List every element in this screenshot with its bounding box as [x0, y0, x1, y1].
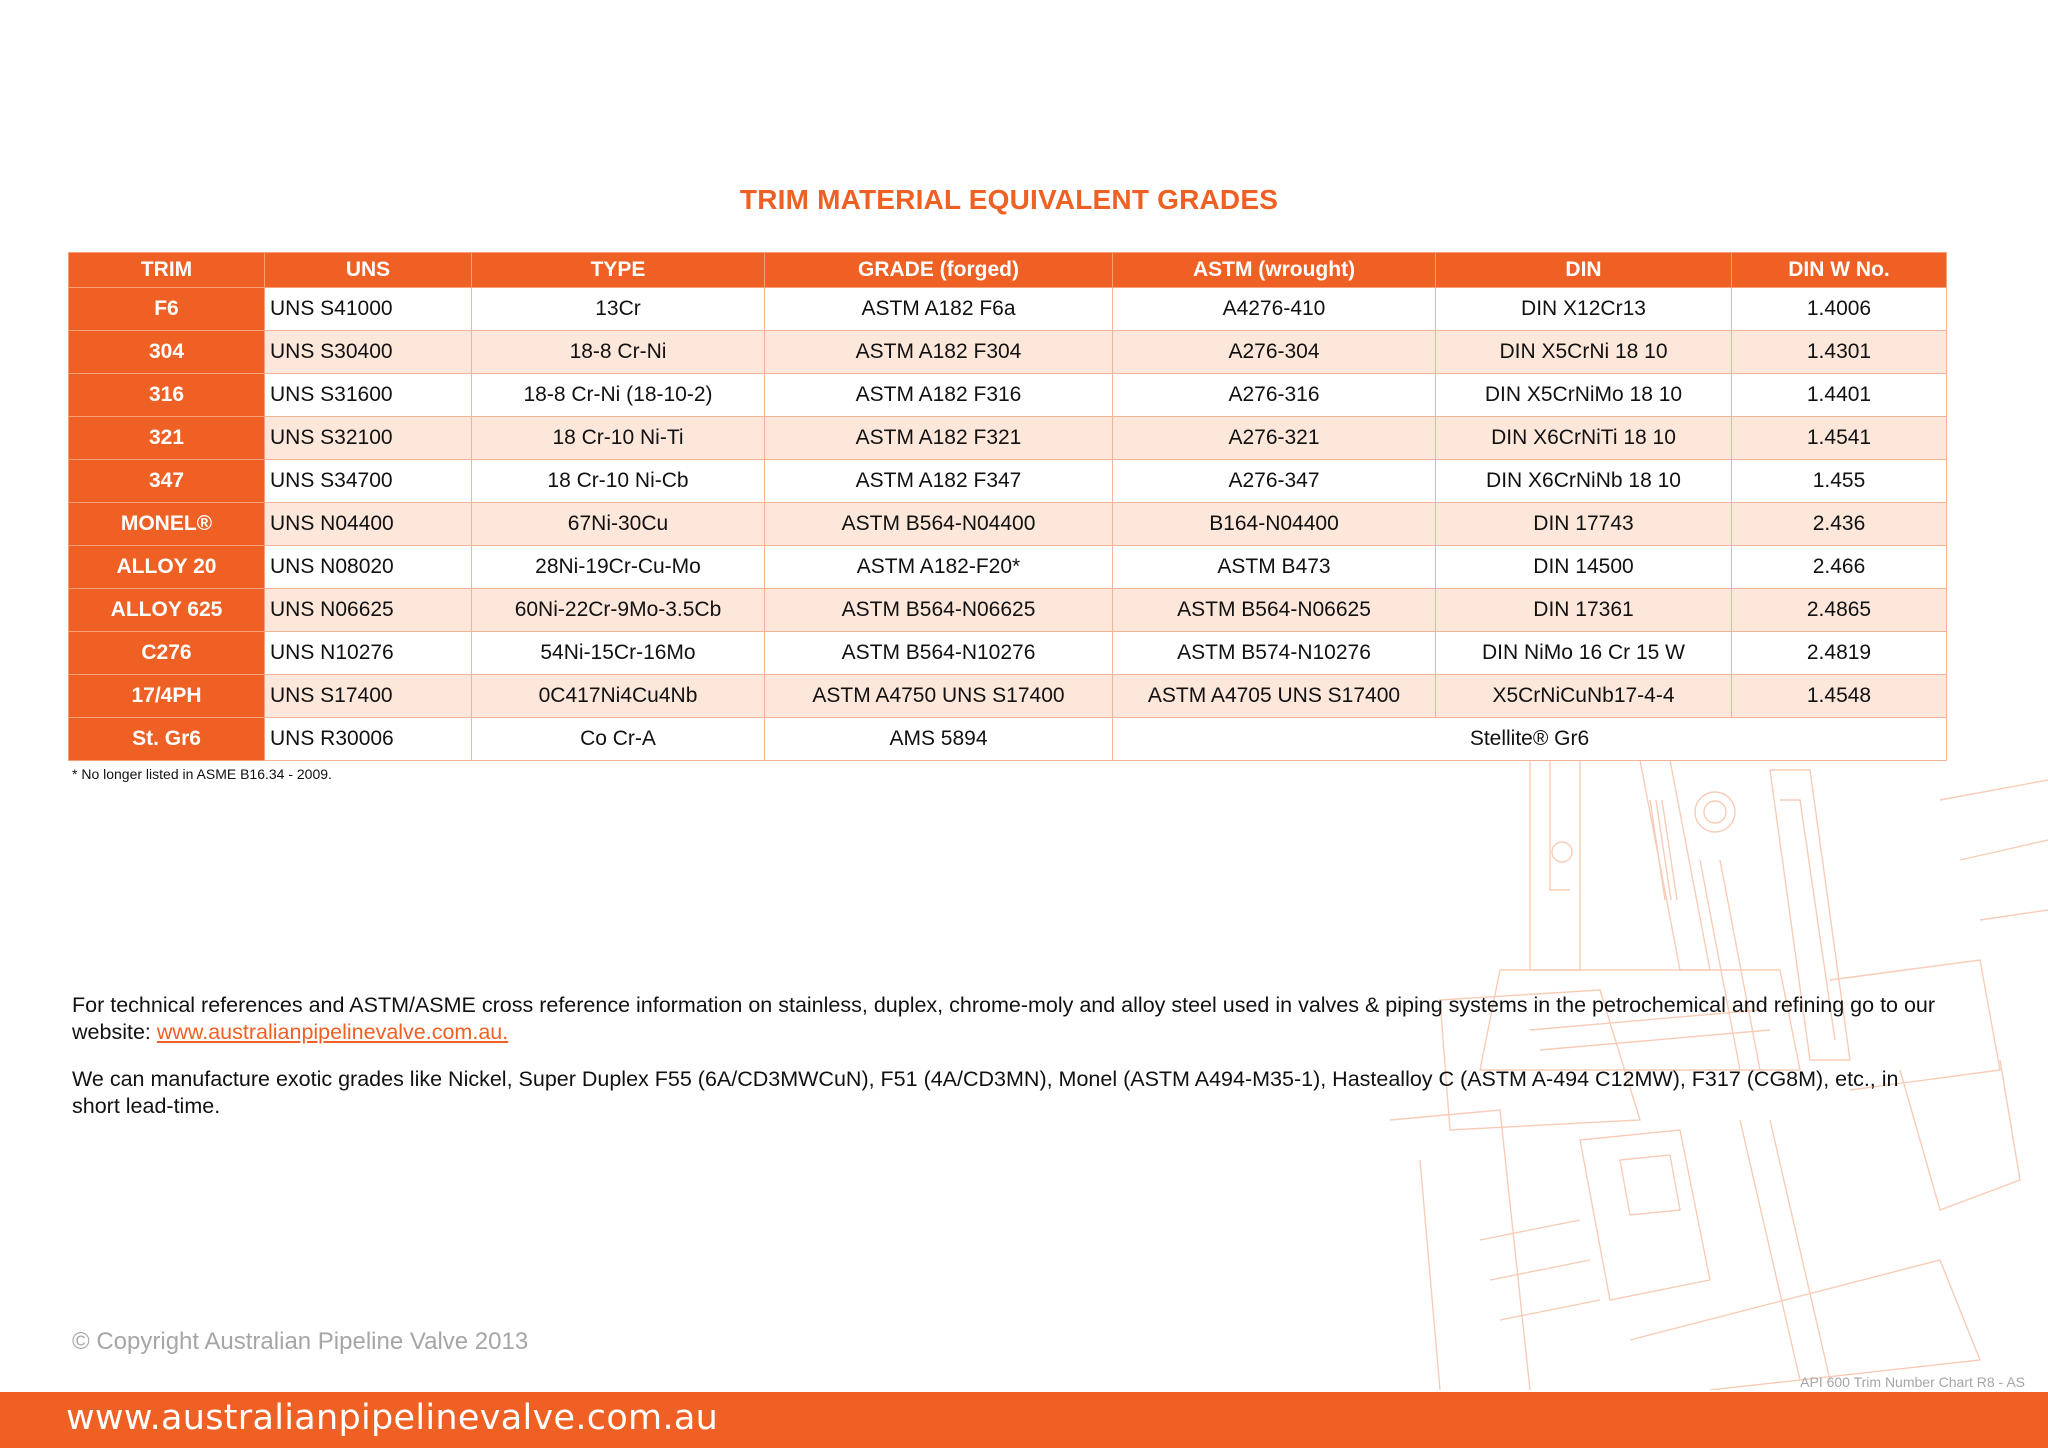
table-row [69, 589, 1947, 632]
table-cell: UNS N10276 [265, 632, 472, 675]
paragraph-text: For technical references and ASTM/ASME cross reference information on stainless, duplex, chrome-moly and alloy steel used in valves & piping systems in the petrochemical and refining go to our website: [72, 993, 1936, 1044]
table-cell: 18-8 Cr-Ni (18-10-2) [472, 374, 765, 417]
valve-line-drawing [1380, 740, 2048, 1390]
table-cell: X5CrNiCuNb17-4-4 [1436, 675, 1732, 718]
table-cell: 54Ni-15Cr-16Mo [472, 632, 765, 675]
table-cell: ASTM A182 F304 [765, 331, 1113, 374]
table-cell: 60Ni-22Cr-9Mo-3.5Cb [472, 589, 765, 632]
table-cell: 1.4541 [1732, 417, 1947, 460]
table-cell: 347 [69, 460, 265, 503]
table-cell: A276-316 [1113, 374, 1436, 417]
table-cell: DIN 17743 [1436, 503, 1732, 546]
table-cell: 28Ni-19Cr-Cu-Mo [472, 546, 765, 589]
table-cell: 321 [69, 417, 265, 460]
table-cell: A276-304 [1113, 331, 1436, 374]
table-cell: UNS N08020 [265, 546, 472, 589]
website-link[interactable]: www.australianpipelinevalve.com.au. [156, 1020, 509, 1044]
table-cell: 2.466 [1732, 546, 1947, 589]
chart-code: API 600 Trim Number Chart R8 - AS [1800, 1374, 2025, 1390]
table-cell: ASTM B473 [1113, 546, 1436, 589]
technical-reference-paragraph [72, 992, 1952, 1046]
table-cell: DIN X5CrNi 18 10 [1436, 331, 1732, 374]
table-cell: 1.4401 [1732, 374, 1947, 417]
table-cell: DIN NiMo 16 Cr 15 W [1436, 632, 1732, 675]
page-title: TRIM MATERIAL EQUIVALENT GRADES [739, 184, 1279, 215]
table-cell: 1.4301 [1732, 331, 1947, 374]
table-cell: F6 [69, 288, 265, 331]
footnote: * No longer listed in ASME B16.34 - 2009. [72, 766, 332, 782]
table-cell: UNS N06625 [265, 589, 472, 632]
table-header-row [69, 253, 1947, 288]
table-cell: A276-347 [1113, 460, 1436, 503]
table-cell: 2.436 [1732, 503, 1947, 546]
table-cell: ASTM A182 F316 [765, 374, 1113, 417]
table-cell: 316 [69, 374, 265, 417]
table-cell: UNS S31600 [265, 374, 472, 417]
table-cell: Stellite® Gr6 [1113, 718, 1947, 761]
trim-grades-table [68, 252, 1947, 761]
table-cell: ASTM B564-N06625 [765, 589, 1113, 632]
table-cell: UNS R30006 [265, 718, 472, 761]
table-cell: Co Cr-A [472, 718, 765, 761]
column-header: GRADE (forged) [765, 253, 1113, 288]
table-row [69, 546, 1947, 589]
table-row [69, 632, 1947, 675]
table-cell: ASTM B564-N10276 [765, 632, 1113, 675]
table-row [69, 675, 1947, 718]
table-cell: 13Cr [472, 288, 765, 331]
table-cell: ALLOY 625 [69, 589, 265, 632]
table-cell: A4276-410 [1113, 288, 1436, 331]
footer-bar [0, 1392, 2048, 1448]
table-cell: ASTM A182-F20* [765, 546, 1113, 589]
table-cell: A276-321 [1113, 417, 1436, 460]
table-row [69, 503, 1947, 546]
footer-website-url: www.australianpipelinevalve.com.au [66, 1398, 719, 1438]
table-cell: DIN X12Cr13 [1436, 288, 1732, 331]
copyright-notice: © Copyright Australian Pipeline Valve 2013 [72, 1328, 529, 1355]
table-cell: 1.4548 [1732, 675, 1947, 718]
table-cell: ASTM A182 F6a [765, 288, 1113, 331]
table-cell: UNS S17400 [265, 675, 472, 718]
table-cell: DIN X6CrNiTi 18 10 [1436, 417, 1732, 460]
table-cell: ASTM A182 F321 [765, 417, 1113, 460]
table-cell: 67Ni-30Cu [472, 503, 765, 546]
column-header: DIN [1436, 253, 1732, 288]
table-cell: ASTM A4705 UNS S17400 [1113, 675, 1436, 718]
table-cell: ASTM B564-N04400 [765, 503, 1113, 546]
table-cell: ALLOY 20 [69, 546, 265, 589]
column-header: DIN W No. [1732, 253, 1947, 288]
table-cell: UNS S34700 [265, 460, 472, 503]
table-row [69, 374, 1947, 417]
table-cell: 2.4819 [1732, 632, 1947, 675]
table-cell: UNS N04400 [265, 503, 472, 546]
table-cell: 0C417Ni4Cu4Nb [472, 675, 765, 718]
table-cell: ASTM A182 F347 [765, 460, 1113, 503]
table-cell: 1.455 [1732, 460, 1947, 503]
table-cell: ASTM B564-N06625 [1113, 589, 1436, 632]
table-row [69, 288, 1947, 331]
exotic-grades-paragraph: We can manufacture exotic grades like Nickel, Super Duplex F55 (6A/CD3MWCuN), F51 (4A/CD3MN), Monel (ASTM A494-M35-1), Hastealloy C (ASTM A-494 C12MW), F317 (CG8M), etc., in short lead-time. [72, 1067, 1899, 1118]
table-cell: ASTM B574-N10276 [1113, 632, 1436, 675]
table-row [69, 417, 1947, 460]
column-header: TYPE [472, 253, 765, 288]
table-cell: 18 Cr-10 Ni-Ti [472, 417, 765, 460]
table-row [69, 460, 1947, 503]
table-cell: UNS S41000 [265, 288, 472, 331]
table-cell: DIN 14500 [1436, 546, 1732, 589]
column-header: ASTM (wrought) [1113, 253, 1436, 288]
table-cell: 304 [69, 331, 265, 374]
table-cell: St. Gr6 [69, 718, 265, 761]
table-cell: DIN 17361 [1436, 589, 1732, 632]
table-cell: 17/4PH [69, 675, 265, 718]
table-cell: 1.4006 [1732, 288, 1947, 331]
table-row [69, 718, 1947, 761]
table-row [69, 331, 1947, 374]
table-cell: AMS 5894 [765, 718, 1113, 761]
table-cell: DIN X6CrNiNb 18 10 [1436, 460, 1732, 503]
table-cell: UNS S32100 [265, 417, 472, 460]
table-cell: MONEL® [69, 503, 265, 546]
table-cell: 18-8 Cr-Ni [472, 331, 765, 374]
table-cell: B164-N04400 [1113, 503, 1436, 546]
column-header: TRIM [69, 253, 265, 288]
column-header: UNS [265, 253, 472, 288]
table-cell: 2.4865 [1732, 589, 1947, 632]
table-cell: DIN X5CrNiMo 18 10 [1436, 374, 1732, 417]
table-cell: ASTM A4750 UNS S17400 [765, 675, 1113, 718]
table-cell: C276 [69, 632, 265, 675]
table-cell: UNS S30400 [265, 331, 472, 374]
table-cell: 18 Cr-10 Ni-Cb [472, 460, 765, 503]
